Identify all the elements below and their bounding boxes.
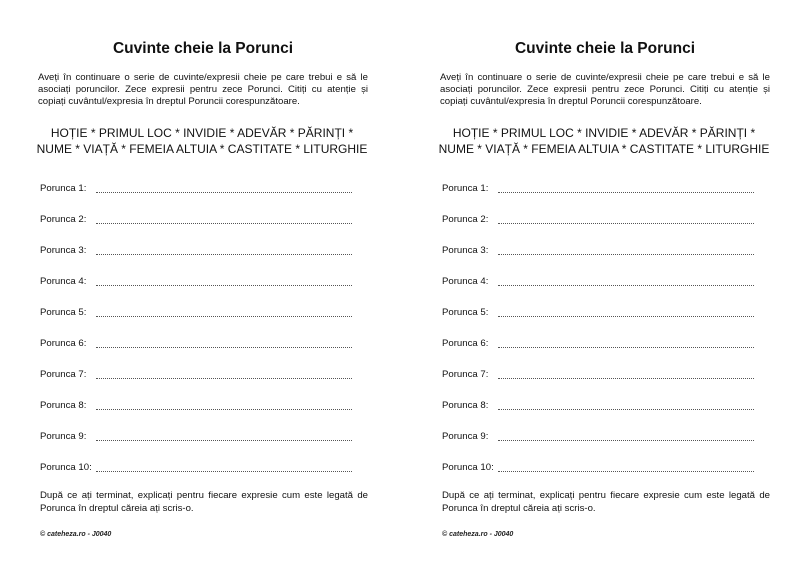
answer-rows	[442, 183, 762, 493]
answer-line[interactable]	[498, 254, 754, 255]
row-label: Porunca 9:	[40, 431, 87, 442]
answer-line[interactable]	[96, 254, 352, 255]
worksheet-copy-left	[38, 0, 368, 566]
row-label: Porunca 7:	[442, 369, 489, 380]
answer-row	[442, 276, 762, 307]
answer-line[interactable]	[96, 471, 352, 472]
row-label: Porunca 5:	[40, 307, 87, 318]
answer-line[interactable]	[498, 440, 754, 441]
answer-line[interactable]	[96, 223, 352, 224]
answer-line[interactable]	[96, 316, 352, 317]
row-label: Porunca 9:	[442, 431, 489, 442]
row-label: Porunca 4:	[40, 276, 87, 287]
row-label: Porunca 8:	[442, 400, 489, 411]
answer-row	[40, 400, 360, 431]
answer-line[interactable]	[498, 285, 754, 286]
keyword-list	[434, 125, 774, 157]
answer-line[interactable]	[498, 347, 754, 348]
answer-line[interactable]	[498, 223, 754, 224]
row-label: Porunca 2:	[40, 214, 87, 225]
page-title: Cuvinte cheie la Porunci	[514, 40, 696, 57]
keyword-line-1: HOȚIE * PRIMUL LOC * INVIDIE * ADEVĂR * PĂRINȚI *	[452, 126, 756, 140]
intro-text: Aveți în continuare o serie de cuvinte/expresii cheie pe care trebui e să le asociați poruncilor. Zece expresii pentru zece Porunci. Citiți cu atenție și copiați cuvântul/expresia în dreptul Poruncii corespunzătoare.	[440, 72, 770, 107]
row-label: Porunca 1:	[40, 183, 87, 194]
row-label: Porunca 10:	[40, 462, 92, 473]
answer-rows	[40, 183, 360, 493]
outro-text: După ce ați terminat, explicați pentru fiecare expresie cum este legată de Porunca în dreptul căreia ați scris-o.	[40, 490, 368, 514]
row-label: Porunca 10:	[442, 462, 494, 473]
answer-row	[442, 245, 762, 276]
row-label: Porunca 8:	[40, 400, 87, 411]
answer-row	[40, 245, 360, 276]
row-label: Porunca 2:	[442, 214, 489, 225]
row-label: Porunca 4:	[442, 276, 489, 287]
answer-line[interactable]	[498, 409, 754, 410]
row-label: Porunca 5:	[442, 307, 489, 318]
answer-row	[40, 183, 360, 214]
answer-row	[442, 400, 762, 431]
answer-line[interactable]	[96, 347, 352, 348]
worksheet-copy-right	[440, 0, 770, 566]
answer-line[interactable]	[498, 192, 754, 193]
footer-credit: © cateheza.ro - J0040	[442, 531, 514, 538]
answer-row	[442, 431, 762, 462]
keyword-line-2: NUME * VIAȚĂ * FEMEIA ALTUIA * CASTITATE * LITURGHIE	[438, 142, 770, 156]
row-label: Porunca 6:	[442, 338, 489, 349]
answer-line[interactable]	[96, 378, 352, 379]
answer-row	[40, 214, 360, 245]
answer-row	[442, 307, 762, 338]
keyword-line-2: NUME * VIAȚĂ * FEMEIA ALTUIA * CASTITATE * LITURGHIE	[36, 142, 368, 156]
answer-row	[442, 338, 762, 369]
answer-row	[442, 183, 762, 214]
answer-line[interactable]	[96, 440, 352, 441]
answer-line[interactable]	[96, 409, 352, 410]
footer-credit: © cateheza.ro - J0040	[40, 531, 112, 538]
row-label: Porunca 3:	[40, 245, 87, 256]
answer-line[interactable]	[96, 285, 352, 286]
answer-line[interactable]	[96, 192, 352, 193]
answer-line[interactable]	[498, 378, 754, 379]
outro-text: După ce ați terminat, explicați pentru fiecare expresie cum este legată de Porunca în dreptul căreia ați scris-o.	[442, 490, 770, 514]
answer-row	[40, 338, 360, 369]
answer-line[interactable]	[498, 471, 754, 472]
answer-row	[40, 276, 360, 307]
answer-row	[442, 214, 762, 245]
row-label: Porunca 3:	[442, 245, 489, 256]
answer-row	[442, 369, 762, 400]
keyword-list	[32, 125, 372, 157]
answer-row	[40, 369, 360, 400]
answer-line[interactable]	[498, 316, 754, 317]
page-title: Cuvinte cheie la Porunci	[112, 40, 294, 57]
row-label: Porunca 6:	[40, 338, 87, 349]
answer-row	[40, 307, 360, 338]
row-label: Porunca 7:	[40, 369, 87, 380]
answer-row	[40, 431, 360, 462]
intro-text: Aveți în continuare o serie de cuvinte/expresii cheie pe care trebui e să le asociați poruncilor. Zece expresii pentru zece Porunci. Citiți cu atenție și copiați cuvântul/expresia în dreptul Poruncii corespunzătoare.	[38, 72, 368, 107]
row-label: Porunca 1:	[442, 183, 489, 194]
keyword-line-1: HOȚIE * PRIMUL LOC * INVIDIE * ADEVĂR * PĂRINȚI *	[50, 126, 354, 140]
